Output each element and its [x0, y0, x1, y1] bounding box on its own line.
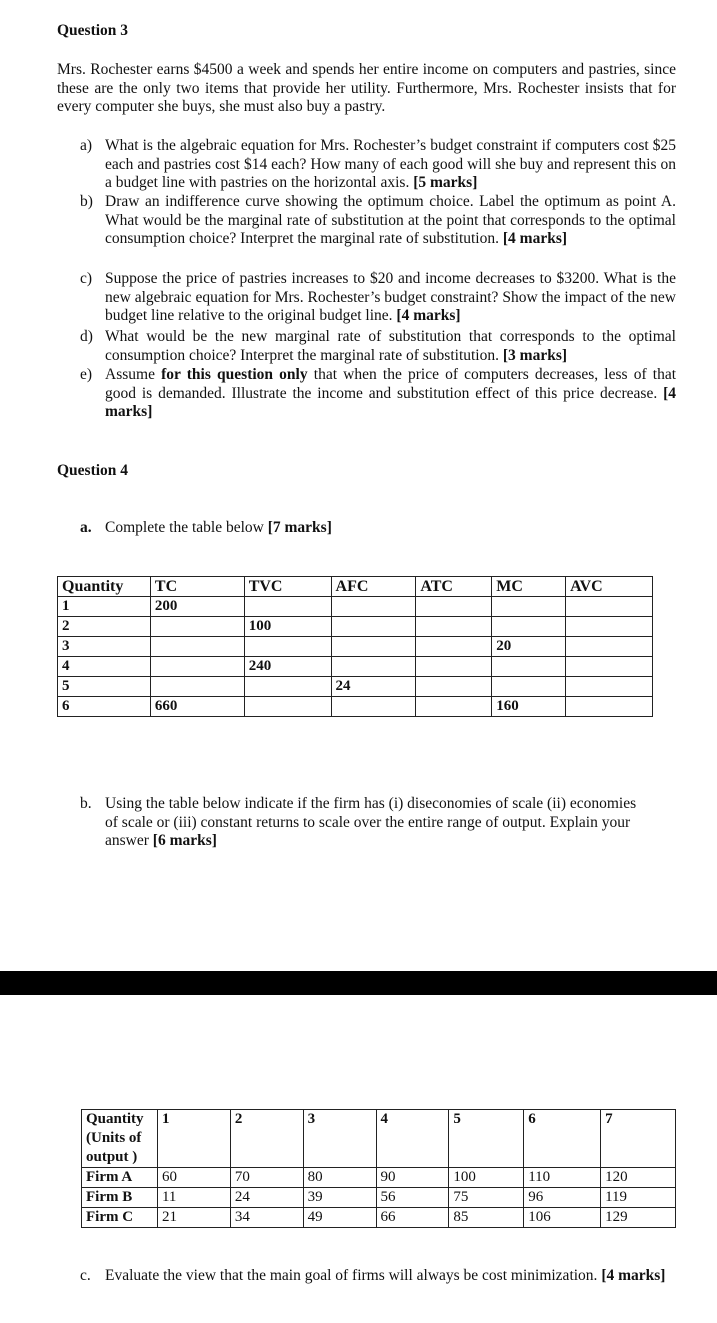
header-cell: MC — [492, 577, 566, 597]
table-cell — [150, 657, 244, 677]
table-cell: 20 — [492, 637, 566, 657]
table-cell: 70 — [230, 1168, 303, 1188]
table-cell — [492, 657, 566, 677]
table-row — [58, 597, 653, 617]
question-4-part-c — [80, 1267, 676, 1286]
table-cell: 110 — [524, 1168, 601, 1188]
part-text-pre: Assume — [105, 366, 155, 383]
cost-table — [57, 576, 653, 717]
table-cell: 49 — [303, 1208, 376, 1228]
part-text: What is the algebraic equation for Mrs. Rochester’s budget constraint if computers cost $25 each and pastries cost $14 each? How many of each good will she buy and represent this on a budget line with pastries on the horizontal axis. — [105, 137, 676, 191]
table-cell — [416, 597, 492, 617]
table-cell: 1 — [58, 597, 151, 617]
part-label: b) — [80, 193, 93, 210]
black-bar-divider — [0, 971, 717, 995]
part-label: a. — [80, 519, 92, 536]
table-cell — [150, 677, 244, 697]
table-cell — [566, 617, 653, 637]
table-cell — [244, 637, 331, 657]
question-4-part-b — [80, 795, 645, 851]
table-cell: 160 — [492, 697, 566, 717]
table-cell: 39 — [303, 1188, 376, 1208]
question-4-heading: Question 4 — [57, 462, 129, 479]
question-4-part-a — [80, 519, 676, 538]
table-cell: 11 — [157, 1188, 230, 1208]
table-cell — [492, 597, 566, 617]
part-marks: [3 marks] — [502, 346, 568, 364]
part-label: e) — [80, 366, 93, 383]
table-cell — [416, 697, 492, 717]
table-cell: 6 — [58, 697, 151, 717]
table-cell: 56 — [376, 1188, 449, 1208]
firm-label: Firm B — [82, 1188, 158, 1208]
firm-label: Firm A — [82, 1168, 158, 1188]
table-cell: 100 — [449, 1168, 524, 1188]
table-row — [58, 657, 653, 677]
part-text: Complete the table below — [105, 519, 264, 536]
part-text: Suppose the price of pastries increases to $20 and income decreases to $3200. What is the new algebraic equation for Mrs. Rochester’s budget constraint? Show the impact of the new budget line relative to the original budget line. — [105, 270, 676, 324]
table-cell — [492, 617, 566, 637]
question-3-part-e — [80, 366, 677, 422]
part-marks: [4 marks] — [396, 307, 461, 324]
table-cell: 24 — [331, 677, 416, 697]
part-label: b. — [80, 795, 92, 812]
question-3-part-d — [80, 328, 676, 365]
part-marks: [5 marks] — [413, 174, 478, 191]
table-cell: 60 — [157, 1168, 230, 1188]
table-cell: 2 — [58, 617, 151, 637]
table-row — [58, 697, 653, 717]
table-cell: 129 — [601, 1208, 676, 1228]
table-cell — [566, 597, 653, 617]
question-3-intro: Mrs. Rochester earns $4500 a week and spends her entire income on computers and pastries, since these are the only two items that provide her utility. Furthermore, Mrs. Rochester insists that for every computer she buys, she must also buy a pastry. — [57, 61, 676, 115]
header-cell: AVC — [566, 577, 653, 597]
header-cell: 7 — [601, 1110, 676, 1168]
table-header-row — [82, 1110, 676, 1168]
part-marks: [4 marks] — [105, 384, 676, 420]
table-row — [82, 1168, 676, 1188]
question-3-part-c — [80, 270, 676, 326]
table-cell — [244, 697, 331, 717]
table-cell — [416, 657, 492, 677]
table-cell: 120 — [601, 1168, 676, 1188]
header-cell: 3 — [303, 1110, 376, 1168]
header-cell: ATC — [416, 577, 492, 597]
table-cell — [416, 637, 492, 657]
table-cell: 240 — [244, 657, 331, 677]
part-text: that when the price of computers decreases, less of that good is demanded. Illustrate the income and substitution effect of this price decrease. — [105, 366, 677, 402]
part-text: Evaluate the view that the main goal of firms will always be cost minimization. — [105, 1267, 598, 1284]
table-cell: 100 — [244, 617, 331, 637]
table-cell: 24 — [230, 1188, 303, 1208]
table-row — [58, 617, 653, 637]
table-cell — [416, 617, 492, 637]
part-label: d) — [80, 328, 93, 345]
table-cell — [566, 697, 653, 717]
table-cell — [331, 637, 416, 657]
header-cell: 5 — [449, 1110, 524, 1168]
table-cell — [566, 657, 653, 677]
table-cell: 5 — [58, 677, 151, 697]
table-cell: 96 — [524, 1188, 601, 1208]
part-text: Draw an indifference curve showing the optimum choice. Label the optimum as point A. What would be the marginal rate of substitution at the point that corresponds to the optimal consumption choice? Interpret the marginal rate of substitution. — [105, 193, 676, 247]
table-cell: 106 — [524, 1208, 601, 1228]
header-cell: 2 — [230, 1110, 303, 1168]
part-text: What would be the new marginal rate of substitution that corresponds to the optimal consumption choice? Interpret the marginal rate of substitution. — [105, 328, 676, 364]
firm-cost-table — [81, 1109, 676, 1228]
part-marks: [6 marks] — [152, 832, 217, 849]
header-cell: TVC — [244, 577, 331, 597]
table-cell — [150, 637, 244, 657]
table-cell — [150, 617, 244, 637]
table-row — [82, 1188, 676, 1208]
part-text-bold: for this question only — [161, 366, 308, 383]
table-cell — [331, 697, 416, 717]
firm-label: Firm C — [82, 1208, 158, 1228]
header-cell-quantity: Quantity (Units of output ) — [82, 1110, 158, 1168]
part-label: c) — [80, 270, 93, 287]
part-text: Using the table below indicate if the firm has (i) diseconomies of scale (ii) economies of scale or (iii) constant returns to scale over the entire range of output. Explain your answer — [105, 795, 637, 849]
table-cell: 3 — [58, 637, 151, 657]
table-cell — [244, 597, 331, 617]
table-cell — [244, 677, 331, 697]
table-row — [82, 1208, 676, 1228]
header-cell: 6 — [524, 1110, 601, 1168]
part-marks: [4 marks] — [502, 230, 568, 247]
table-cell: 34 — [230, 1208, 303, 1228]
table-cell: 75 — [449, 1188, 524, 1208]
part-marks: [7 marks] — [267, 519, 332, 536]
table-cell — [566, 677, 653, 697]
part-label: c. — [80, 1267, 91, 1284]
table-cell — [492, 677, 566, 697]
table-row — [58, 677, 653, 697]
header-cell: Quantity — [58, 577, 151, 597]
table-cell: 80 — [303, 1168, 376, 1188]
part-marks: [4 marks] — [601, 1267, 666, 1284]
table-cell — [331, 617, 416, 637]
table-cell: 660 — [150, 697, 244, 717]
header-cell: 4 — [376, 1110, 449, 1168]
question-3-part-a — [80, 137, 676, 193]
table-cell: 21 — [157, 1208, 230, 1228]
header-cell: 1 — [157, 1110, 230, 1168]
part-label: a) — [80, 137, 93, 154]
question-3-heading: Question 3 — [57, 22, 129, 39]
table-cell — [416, 677, 492, 697]
header-cell: TC — [150, 577, 244, 597]
table-cell — [566, 637, 653, 657]
table-cell: 119 — [601, 1188, 676, 1208]
question-3-part-b — [80, 193, 676, 249]
table-cell: 85 — [449, 1208, 524, 1228]
header-cell: AFC — [331, 577, 416, 597]
table-cell — [331, 657, 416, 677]
table-cell: 66 — [376, 1208, 449, 1228]
table-cell: 200 — [150, 597, 244, 617]
table-cell: 4 — [58, 657, 151, 677]
table-cell — [331, 597, 416, 617]
table-header-row — [58, 577, 653, 597]
table-row — [58, 637, 653, 657]
table-cell: 90 — [376, 1168, 449, 1188]
